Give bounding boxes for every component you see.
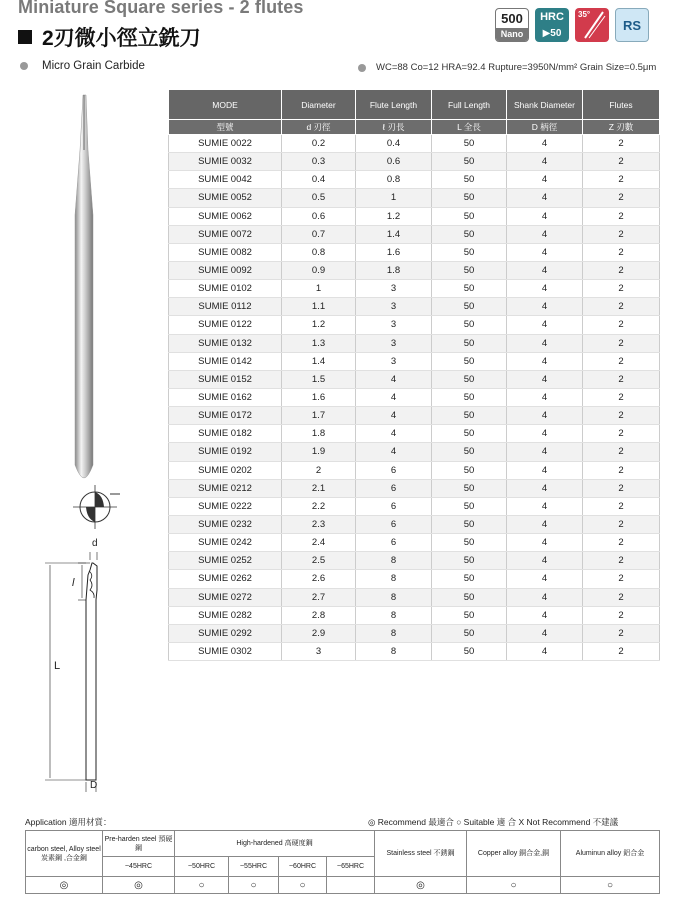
col-header-diameter-zh: d 刃徑	[282, 120, 356, 135]
spec-header-row	[169, 90, 660, 120]
cell-flute-length: 1.8	[356, 261, 432, 279]
cell-flutes: 2	[583, 443, 660, 461]
properties-text: WC=88 Co=12 HRA=92.4 Rupture=3950N/mm² Grain Size=0.5μm	[376, 62, 657, 73]
cell-flutes: 2	[583, 225, 660, 243]
cell-model: SUMIE 0252	[169, 552, 282, 570]
cell-full-length: 50	[432, 225, 507, 243]
cell-flute-length: 0.6	[356, 153, 432, 171]
cell-model: SUMIE 0212	[169, 479, 282, 497]
cell-flute-length: 1	[356, 189, 432, 207]
app-col-prehard: Pre-harden steel 預硬鋼	[103, 831, 175, 857]
dim-label-d: d	[92, 538, 98, 549]
table-row	[169, 207, 660, 225]
cell-flute-length: 4	[356, 370, 432, 388]
cell-full-length: 50	[432, 407, 507, 425]
cell-flute-length: 0.4	[356, 135, 432, 153]
table-row	[169, 171, 660, 189]
cell-shank-diameter: 4	[507, 407, 583, 425]
cell-flutes: 2	[583, 515, 660, 533]
table-row	[169, 352, 660, 370]
cell-shank-diameter: 4	[507, 243, 583, 261]
cell-full-length: 50	[432, 588, 507, 606]
cell-full-length: 50	[432, 570, 507, 588]
application-title: Application 適用材質：	[25, 817, 112, 827]
cell-full-length: 50	[432, 461, 507, 479]
hrc-badge-top: HRC	[540, 11, 564, 23]
app-col-highhard: High-hardened 高硬度鋼	[175, 831, 375, 857]
material-text: Micro Grain Carbide	[42, 60, 145, 72]
table-row	[169, 552, 660, 570]
cell-full-length: 50	[432, 298, 507, 316]
cell-full-length: 50	[432, 243, 507, 261]
cell-flutes: 2	[583, 189, 660, 207]
cell-diameter: 1.9	[282, 443, 356, 461]
cell-flute-length: 8	[356, 588, 432, 606]
app-hrc-65: ~65HRC	[327, 857, 375, 877]
rs-badge	[615, 8, 649, 42]
cell-diameter: 1.5	[282, 370, 356, 388]
cell-flute-length: 3	[356, 298, 432, 316]
cell-flute-length: 4	[356, 407, 432, 425]
app-sym-50: ○	[175, 877, 229, 894]
cell-flute-length: 6	[356, 461, 432, 479]
cell-model: SUMIE 0192	[169, 443, 282, 461]
page-title-en: Miniature Square series - 2 flutes	[18, 0, 304, 17]
cell-shank-diameter: 4	[507, 334, 583, 352]
cell-flute-length: 8	[356, 642, 432, 660]
hrc-badge-bottom: ▶50	[542, 28, 562, 39]
cell-diameter: 2.5	[282, 552, 356, 570]
cell-diameter: 1.1	[282, 298, 356, 316]
spec-table-body	[169, 135, 660, 661]
cell-shank-diameter: 4	[507, 497, 583, 515]
tool-drawing	[0, 0, 168, 800]
cell-full-length: 50	[432, 606, 507, 624]
cell-flute-length: 8	[356, 624, 432, 642]
cell-full-length: 50	[432, 207, 507, 225]
app-hrc-60: ~60HRC	[279, 857, 327, 877]
cell-flute-length: 1.4	[356, 225, 432, 243]
cell-shank-diameter: 4	[507, 189, 583, 207]
cell-full-length: 50	[432, 515, 507, 533]
application-legend: ◎ Recommend 最適合 ○ Suitable 適 合 X Not Recommend 不建議	[368, 817, 619, 827]
cell-shank-diameter: 4	[507, 461, 583, 479]
cell-model: SUMIE 0132	[169, 334, 282, 352]
col-header-flute-length: Flute Length	[356, 90, 432, 120]
table-row	[169, 407, 660, 425]
cell-full-length: 50	[432, 280, 507, 298]
cell-flute-length: 1.6	[356, 243, 432, 261]
cell-model: SUMIE 0062	[169, 207, 282, 225]
cell-flute-length: 3	[356, 316, 432, 334]
cell-full-length: 50	[432, 534, 507, 552]
table-row	[169, 642, 660, 660]
cell-flutes: 2	[583, 207, 660, 225]
cell-full-length: 50	[432, 388, 507, 406]
cell-model: SUMIE 0182	[169, 425, 282, 443]
cell-model: SUMIE 0262	[169, 570, 282, 588]
cell-flute-length: 6	[356, 515, 432, 533]
endmill-photo	[75, 95, 93, 478]
cell-flutes: 2	[583, 642, 660, 660]
cell-full-length: 50	[432, 552, 507, 570]
table-row	[169, 461, 660, 479]
app-sym-aluminum: ○	[561, 877, 660, 894]
col-header-flute-length-zh: ℓ 刃長	[356, 120, 432, 135]
cell-diameter: 2.9	[282, 624, 356, 642]
cell-flutes: 2	[583, 280, 660, 298]
table-row	[169, 334, 660, 352]
table-row	[169, 316, 660, 334]
cell-shank-diameter: 4	[507, 425, 583, 443]
cell-diameter: 0.3	[282, 153, 356, 171]
cell-diameter: 0.7	[282, 225, 356, 243]
application-symbol-row	[26, 877, 660, 894]
cell-diameter: 2.2	[282, 497, 356, 515]
cell-full-length: 50	[432, 425, 507, 443]
cell-diameter: 0.2	[282, 135, 356, 153]
table-row	[169, 588, 660, 606]
app-hrc-55: ~55HRC	[229, 857, 279, 877]
cell-flutes: 2	[583, 352, 660, 370]
cell-shank-diameter: 4	[507, 479, 583, 497]
cell-full-length: 50	[432, 497, 507, 515]
dim-label-l: l	[72, 577, 75, 589]
cell-flute-length: 4	[356, 388, 432, 406]
col-header-shank-diameter-zh: D 柄徑	[507, 120, 583, 135]
cell-flutes: 2	[583, 606, 660, 624]
spec-table	[168, 89, 660, 661]
cell-model: SUMIE 0222	[169, 497, 282, 515]
cell-model: SUMIE 0302	[169, 642, 282, 660]
cell-flute-length: 3	[356, 352, 432, 370]
page-title-zh-text: 2刃微小徑立銑刀	[42, 27, 201, 50]
cell-model: SUMIE 0032	[169, 153, 282, 171]
cell-model: SUMIE 0022	[169, 135, 282, 153]
cell-diameter: 2.4	[282, 534, 356, 552]
app-sym-60: ○	[279, 877, 327, 894]
cell-flutes: 2	[583, 497, 660, 515]
app-sym-copper: ○	[467, 877, 561, 894]
cell-shank-diameter: 4	[507, 606, 583, 624]
nano-coating-badge	[495, 8, 529, 42]
app-sym-stainless: ◎	[375, 877, 467, 894]
cell-shank-diameter: 4	[507, 370, 583, 388]
table-row	[169, 515, 660, 533]
cell-diameter: 0.9	[282, 261, 356, 279]
cell-shank-diameter: 4	[507, 153, 583, 171]
cell-flutes: 2	[583, 624, 660, 642]
cell-diameter: 2.6	[282, 570, 356, 588]
cell-full-length: 50	[432, 261, 507, 279]
table-row	[169, 370, 660, 388]
cell-flutes: 2	[583, 171, 660, 189]
table-row	[169, 280, 660, 298]
col-header-diameter: Diameter	[282, 90, 356, 120]
cell-flute-length: 6	[356, 479, 432, 497]
nano-badge-top: 500	[501, 11, 523, 26]
cell-shank-diameter: 4	[507, 388, 583, 406]
cell-flutes: 2	[583, 261, 660, 279]
cell-flutes: 2	[583, 243, 660, 261]
cell-full-length: 50	[432, 189, 507, 207]
dimension-drawing	[45, 552, 97, 792]
cell-flutes: 2	[583, 407, 660, 425]
cell-flutes: 2	[583, 316, 660, 334]
rs-badge-text: RS	[622, 18, 642, 33]
cell-flutes: 2	[583, 334, 660, 352]
cell-shank-diameter: 4	[507, 642, 583, 660]
cell-flutes: 2	[583, 588, 660, 606]
cell-model: SUMIE 0042	[169, 171, 282, 189]
cell-model: SUMIE 0122	[169, 316, 282, 334]
cell-shank-diameter: 4	[507, 225, 583, 243]
cell-diameter: 0.8	[282, 243, 356, 261]
table-row	[169, 497, 660, 515]
table-row	[169, 425, 660, 443]
cell-diameter: 1.2	[282, 316, 356, 334]
cell-flutes: 2	[583, 570, 660, 588]
table-row	[169, 298, 660, 316]
dim-label-D: D	[90, 780, 98, 791]
dim-label-L: L	[54, 660, 61, 672]
cell-flutes: 2	[583, 534, 660, 552]
cell-model: SUMIE 0282	[169, 606, 282, 624]
cell-full-length: 50	[432, 370, 507, 388]
cell-flutes: 2	[583, 135, 660, 153]
nano-badge-bottom: Nano	[496, 28, 528, 41]
cell-model: SUMIE 0142	[169, 352, 282, 370]
cell-model: SUMIE 0082	[169, 243, 282, 261]
col-header-full-length-zh: L 全長	[432, 120, 507, 135]
cell-flutes: 2	[583, 370, 660, 388]
cell-model: SUMIE 0102	[169, 280, 282, 298]
feature-badges	[495, 8, 649, 42]
cell-flute-length: 6	[356, 497, 432, 515]
cell-flute-length: 4	[356, 443, 432, 461]
cell-full-length: 50	[432, 479, 507, 497]
cell-shank-diameter: 4	[507, 207, 583, 225]
app-sym-carbon: ◎	[26, 877, 103, 894]
cell-flutes: 2	[583, 298, 660, 316]
cell-diameter: 2.8	[282, 606, 356, 624]
table-row	[169, 225, 660, 243]
cell-flute-length: 3	[356, 280, 432, 298]
table-row	[169, 189, 660, 207]
app-hrc-45: ~45HRC	[103, 857, 175, 877]
cell-full-length: 50	[432, 153, 507, 171]
cell-model: SUMIE 0092	[169, 261, 282, 279]
cell-shank-diameter: 4	[507, 298, 583, 316]
spec-header-row-zh	[169, 120, 660, 135]
col-header-flutes-zh: Z 刃數	[583, 120, 660, 135]
hrc-badge	[535, 8, 569, 42]
col-header-flutes: Flutes	[583, 90, 660, 120]
cell-shank-diameter: 4	[507, 515, 583, 533]
app-sym-prehard: ◎	[103, 877, 175, 894]
cell-shank-diameter: 4	[507, 588, 583, 606]
col-header-full-length: Full Length	[432, 90, 507, 120]
helix-angle-value: 35°	[578, 10, 591, 19]
cell-shank-diameter: 4	[507, 552, 583, 570]
cell-diameter: 0.4	[282, 171, 356, 189]
table-row	[169, 261, 660, 279]
cell-diameter: 1	[282, 280, 356, 298]
col-header-mode: MODE	[169, 90, 282, 120]
cell-model: SUMIE 0162	[169, 388, 282, 406]
cell-full-length: 50	[432, 334, 507, 352]
cell-model: SUMIE 0112	[169, 298, 282, 316]
cell-flutes: 2	[583, 425, 660, 443]
table-row	[169, 388, 660, 406]
cell-shank-diameter: 4	[507, 534, 583, 552]
col-header-mode-zh: 型號	[169, 120, 282, 135]
app-col-carbon: carbon steel, Alloy steel 炭素鋼 ,合金鋼	[26, 831, 103, 877]
cell-flutes: 2	[583, 479, 660, 497]
cell-flutes: 2	[583, 153, 660, 171]
cell-model: SUMIE 0202	[169, 461, 282, 479]
cell-model: SUMIE 0292	[169, 624, 282, 642]
cell-shank-diameter: 4	[507, 135, 583, 153]
cell-diameter: 1.3	[282, 334, 356, 352]
properties-line	[358, 62, 656, 73]
col-header-shank-diameter: Shank Diameter	[507, 90, 583, 120]
cell-diameter: 1.7	[282, 407, 356, 425]
cell-shank-diameter: 4	[507, 280, 583, 298]
cell-flute-length: 0.8	[356, 171, 432, 189]
cell-flute-length: 4	[356, 425, 432, 443]
cell-flutes: 2	[583, 461, 660, 479]
cell-flute-length: 6	[356, 534, 432, 552]
cell-diameter: 2.3	[282, 515, 356, 533]
cell-full-length: 50	[432, 443, 507, 461]
cell-shank-diameter: 4	[507, 171, 583, 189]
cell-full-length: 50	[432, 135, 507, 153]
cell-model: SUMIE 0072	[169, 225, 282, 243]
application-table	[25, 830, 660, 894]
table-row	[169, 624, 660, 642]
table-row	[169, 443, 660, 461]
cell-diameter: 0.6	[282, 207, 356, 225]
table-row	[169, 135, 660, 153]
app-col-aluminum: Aluminun alloy 鋁合金	[561, 831, 660, 877]
cross-section-icon	[73, 485, 120, 529]
cell-model: SUMIE 0052	[169, 189, 282, 207]
cell-diameter: 2	[282, 461, 356, 479]
bullet-dot-icon	[358, 64, 366, 72]
cell-diameter: 3	[282, 642, 356, 660]
app-col-stainless: Stainless steel 不銹鋼	[375, 831, 467, 877]
helix-angle-badge	[575, 8, 609, 42]
cell-flute-length: 1.2	[356, 207, 432, 225]
table-row	[169, 243, 660, 261]
cell-flutes: 2	[583, 388, 660, 406]
table-row	[169, 570, 660, 588]
table-row	[169, 606, 660, 624]
cell-model: SUMIE 0242	[169, 534, 282, 552]
cell-full-length: 50	[432, 316, 507, 334]
cell-diameter: 0.5	[282, 189, 356, 207]
cell-flute-length: 8	[356, 570, 432, 588]
cell-diameter: 1.4	[282, 352, 356, 370]
cell-flutes: 2	[583, 552, 660, 570]
cell-diameter: 1.8	[282, 425, 356, 443]
cell-model: SUMIE 0172	[169, 407, 282, 425]
cell-full-length: 50	[432, 171, 507, 189]
cell-shank-diameter: 4	[507, 316, 583, 334]
cell-full-length: 50	[432, 352, 507, 370]
table-row	[169, 479, 660, 497]
cell-flute-length: 3	[356, 334, 432, 352]
cell-shank-diameter: 4	[507, 570, 583, 588]
cell-full-length: 50	[432, 624, 507, 642]
app-sym-55: ○	[229, 877, 279, 894]
application-header-row	[26, 831, 660, 857]
cell-model: SUMIE 0152	[169, 370, 282, 388]
cell-model: SUMIE 0232	[169, 515, 282, 533]
app-col-copper: Copper alloy 銅合金,銅	[467, 831, 561, 877]
cell-flute-length: 8	[356, 606, 432, 624]
cell-flute-length: 8	[356, 552, 432, 570]
cell-model: SUMIE 0272	[169, 588, 282, 606]
app-hrc-50: ~50HRC	[175, 857, 229, 877]
cell-shank-diameter: 4	[507, 352, 583, 370]
table-row	[169, 534, 660, 552]
cell-full-length: 50	[432, 642, 507, 660]
table-row	[169, 153, 660, 171]
cell-shank-diameter: 4	[507, 443, 583, 461]
cell-shank-diameter: 4	[507, 624, 583, 642]
helix-icon	[575, 8, 609, 42]
cell-diameter: 1.6	[282, 388, 356, 406]
cell-diameter: 2.1	[282, 479, 356, 497]
cell-shank-diameter: 4	[507, 261, 583, 279]
cell-diameter: 2.7	[282, 588, 356, 606]
app-sym-65	[327, 877, 375, 894]
